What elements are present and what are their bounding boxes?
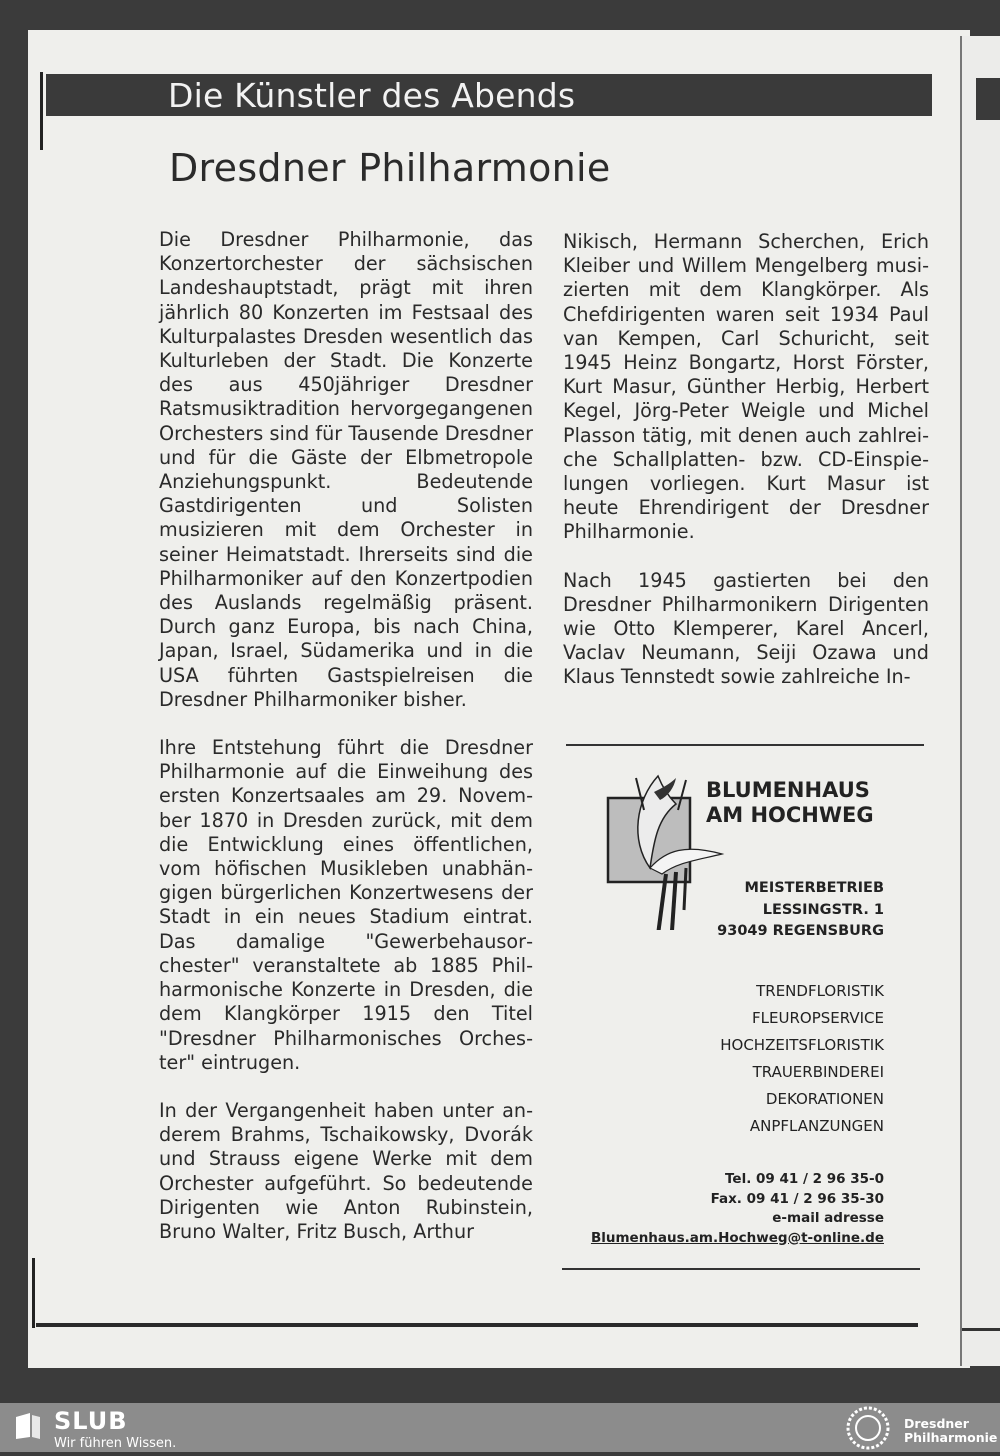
page-title: Dresdner Philharmonie [169, 146, 611, 190]
slub-logo-icon[interactable] [14, 1411, 42, 1441]
philharmonie-logo-icon[interactable] [840, 1403, 896, 1452]
article-column-right [563, 230, 929, 714]
paragraph: Die Dresdner Philharmonie, das Konzertorchester der sächsischen Landeshauptstadt, prägt mit ihren jährlich 80 Konzerten im Festsaal des Kulturpalastes Dresden wesentlich das Kulturleben der Stadt. Die Konzerte des aus 450jähriger Dresdner Ratsmusiktradition hervorgegangenen Orchesters sind für Tausende Dresdner und für die Gäste der Elbmetropole Anziehungspunkt. Bedeutende Gastdirigenten und Solisten musizieren mit dem Orchester in seiner Heimatstadt. Ihrerseits sind die Philharmoniker auf den Konzertpodien des Auslands regelmäßig präsent. Durch ganz Europa, bis nach China, Japan, Israel, Südamerika und in die USA führten Gastspielreisen die Dresdner Philharmoniker bisher. [159, 228, 533, 711]
left-margin-rule [40, 72, 43, 150]
ad-email-label: e-mail adresse [772, 1210, 884, 1226]
ad-email-link[interactable]: Blumenhaus.am.Hochweg@t-online.de [590, 1229, 884, 1246]
ad-divider-bottom [562, 1268, 920, 1270]
ad-contact [591, 1170, 884, 1248]
magazine-page [28, 30, 970, 1368]
adjacent-page-edge [960, 36, 1000, 1366]
paragraph: Ihre Entstehung führt die Dresdner Philharmonie auf die Einweihung des ersten Konzertsaales am 29. November 1870 in Dresden zurück, mit dem die Entwicklung eines öffentlichen, vom höfischen Musikleben unabhängigen bürgerlichen Konzertwesens der Stadt in ein neues Stadium eintrat. Das damalige "Gewerbehausorchester" veranstaltete ab 1885 Philharmonische Konzerte in Dresden, die dem Klangkörper 1915 den Titel "Dresdner Philharmonisches Orchester" eintrugen. [159, 736, 533, 1074]
list-item: FLEUROPSERVICE [752, 1009, 884, 1027]
ad-address: MEISTERBETRIEB LESSINGSTR. 1 93049 REGENSBURG [717, 880, 884, 939]
ad-fax: Fax. 09 41 / 2 96 35-30 [710, 1190, 884, 1207]
article-column-left [159, 228, 533, 1268]
adjacent-page-bar [976, 78, 1000, 120]
list-item: TRENDFLORISTIK [756, 982, 884, 1000]
ad-phone: Tel. 09 41 / 2 96 35-0 [725, 1171, 884, 1187]
ad-services-list [720, 978, 884, 1140]
list-item: ANPFLANZUNGEN [749, 1117, 884, 1135]
viewer-footer [0, 1403, 1000, 1452]
library-name[interactable]: SLUB [54, 1407, 128, 1435]
section-title: Die Künstler des Abends [46, 74, 932, 116]
ad-divider-top [566, 744, 924, 746]
paragraph: Nikisch, Hermann Scherchen, Erich Kleiber und Willem Mengelberg musizierten mit dem Klangkörper. Als Chefdirigenten waren seit 1934 Paul van Kempen, Carl Schuricht, seit 1945 Heinz Bongartz, Horst Förster, Kurt Masur, Günther Herbig, Herbert Kegel, Jörg-Peter Weigle und Michel Plasson tätig, mit denen auch zahlreiche Schallplatten- bzw. CD-Einspielungen vorliegen. Kurt Masur ist heute Ehrendirigent der Dresdner Philharmonie. [563, 230, 929, 544]
paragraph: Nach 1945 gastierten bei den Dresdner Philharmonikern Dirigenten wie Otto Klemperer, Karel Ancerl, Vaclav Neumann, Seiji Ozawa und Klaus Tennstedt sowie zahlreiche In- [563, 568, 929, 689]
page-bottom-rule [36, 1323, 918, 1327]
partner-name: Dresdner Philharmonie [904, 1416, 998, 1445]
list-item: HOCHZEITSFLORISTIK [720, 1036, 884, 1054]
ad-company-name: BLUMENHAUS AM HOCHWEG [706, 778, 874, 827]
list-item: DEKORATIONEN [765, 1090, 884, 1108]
library-tagline: Wir führen Wissen. [54, 1436, 177, 1451]
left-margin-rule-bottom [32, 1258, 35, 1328]
paragraph: In der Vergangenheit haben unter anderem Brahms, Tschaikowsky, Dvorák und Strauss eigene Werke mit dem Orchester aufgeführt. So bedeutende Dirigenten wie Anton Rubinstein, Bruno Walter, Fritz Busch, Arthur [159, 1098, 533, 1243]
list-item: TRAUERBINDEREI [752, 1063, 884, 1081]
adjacent-page-rule [962, 1328, 1000, 1331]
